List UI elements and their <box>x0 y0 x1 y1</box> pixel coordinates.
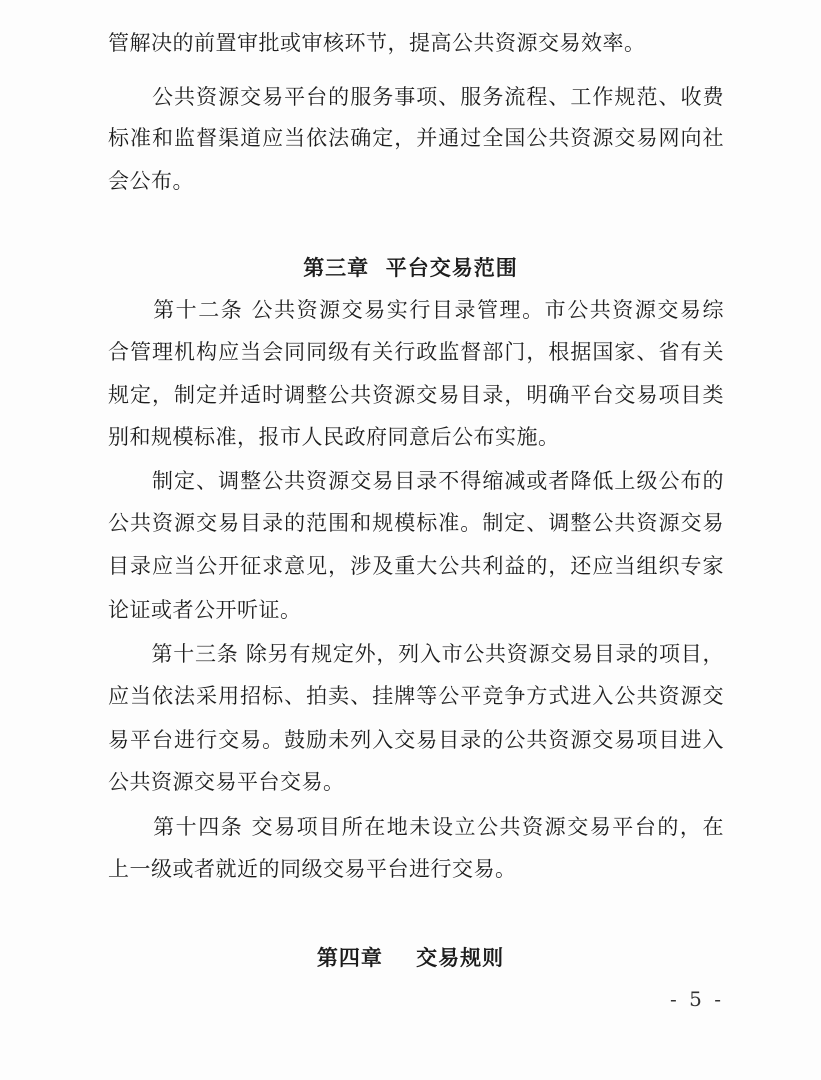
paragraph-line: 会公布。 <box>108 169 194 193</box>
paragraph-line: 第十三条 除另有规定外，列入市公共资源交易目录的项目， <box>108 642 724 666</box>
paragraph-line: 公共资源交易平台的服务事项、服务流程、工作规范、收费 <box>108 85 724 109</box>
paragraph-line: 规定，制定并适时调整公共资源交易目录，明确平台交易项目类 <box>108 383 724 407</box>
paragraph-line: 目录应当公开征求意见，涉及重大公共利益的，还应当组织专家 <box>108 554 724 578</box>
paragraph-line: 上一级或者就近的同级交易平台进行交易。 <box>108 857 517 881</box>
paragraph-line: 别和规模标准，报市人民政府同意后公布实施。 <box>108 425 560 449</box>
paragraph-line: 第十二条 公共资源交易实行目录管理。市公共资源交易综 <box>108 298 724 322</box>
paragraph-line: 标准和监督渠道应当依法确定，并通过全国公共资源交易网向社 <box>108 126 724 150</box>
page-number: - 5 - <box>670 987 724 1011</box>
paragraph-line: 论证或者公开听证。 <box>108 598 302 622</box>
paragraph-line: 合管理机构应当会同同级有关行政监督部门，根据国家、省有关 <box>108 340 724 364</box>
paragraph-line: 公共资源交易目录的范围和规模标准。制定、调整公共资源交易 <box>108 511 724 535</box>
paragraph-line: 易平台进行交易。鼓励未列入交易目录的公共资源交易项目进入 <box>108 728 724 752</box>
paragraph-line: 管解决的前置审批或审核环节，提高公共资源交易效率。 <box>108 31 646 55</box>
chapter-heading: 第三章 平台交易范围 <box>303 256 518 280</box>
chapter-heading: 第四章 交易规则 <box>316 946 505 970</box>
paragraph-line: 制定、调整公共资源交易目录不得缩减或者降低上级公布的 <box>108 469 724 493</box>
paragraph-line: 应当依法采用招标、拍卖、挂牌等公平竞争方式进入公共资源交 <box>108 684 724 708</box>
paragraph-line: 第十四条 交易项目所在地未设立公共资源交易平台的，在 <box>108 815 724 839</box>
paragraph-line: 公共资源交易平台交易。 <box>108 770 345 794</box>
